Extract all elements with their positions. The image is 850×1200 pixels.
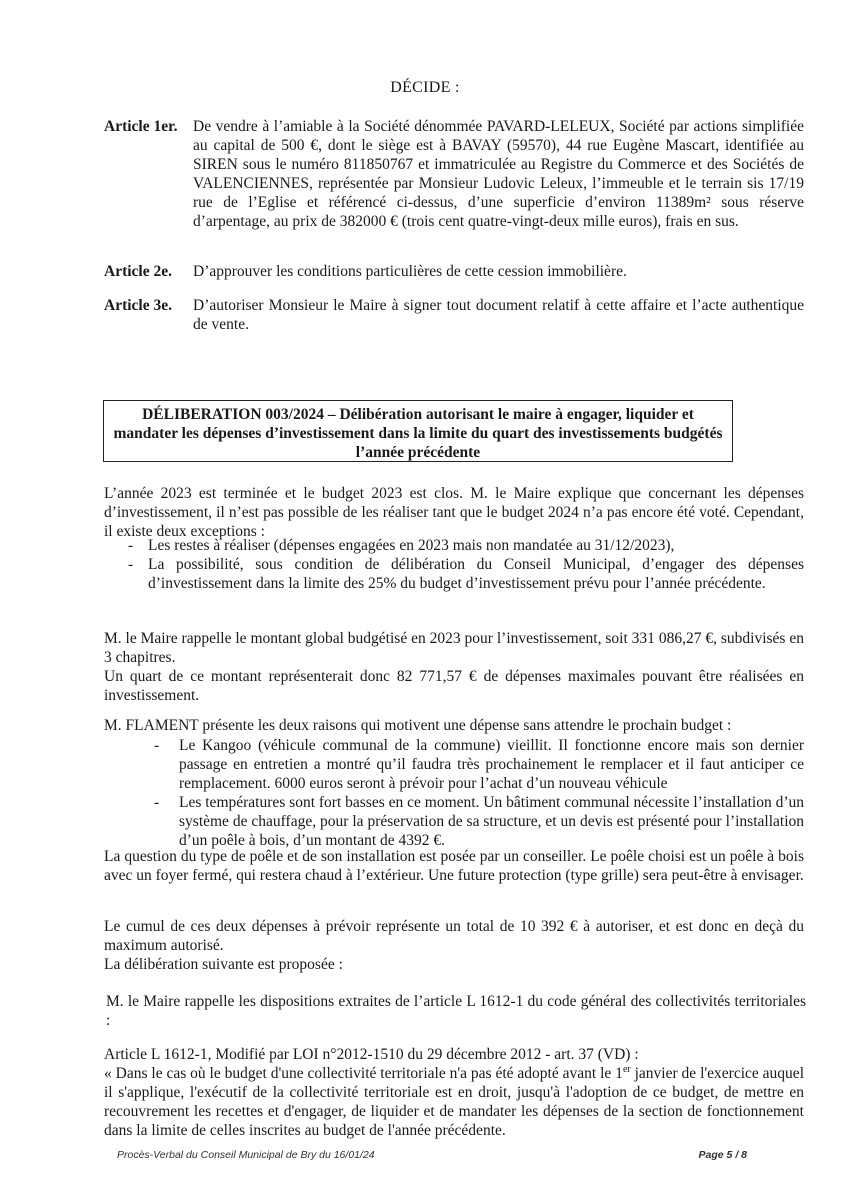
quote-text-end: janvier de l'exercice auquel il s'applique, l'exécutif de la collectivité territoriale est en droit, jusqu'à l'adoption de ce budget, de mettre en recouvrement les recettes et d'engager, de liquider et de mandater les dépenses de la section de fonctionnement dans la limite de celles inscrites au budget de l'année précédente. — [104, 1065, 804, 1139]
article-label: Article 3e. — [104, 297, 172, 314]
article-reference-paragraph: M. le Maire rappelle les dispositions extraites de l’article L 1612-1 du code général des collectivités territoriales : — [106, 993, 806, 1029]
article-text: D’autoriser Monsieur le Maire à signer tout document relatif à cette affaire et l’acte authentique de vente. — [193, 297, 804, 333]
quote-text-start: « Dans le cas où le budget d'une collectivité territoriale n'a pas été adopté avant le 1 — [104, 1065, 623, 1082]
reasons-list — [104, 736, 804, 850]
quarter-paragraph: Un quart de ce montant représenterait donc 82 771,57 € de dépenses maximales pouvant être réalisées en investissement. — [104, 668, 804, 704]
deliberation-title: DÉLIBERATION 003/2024 – Délibération autorisant le maire à engager, liquider et mandater les dépenses d’investissement dans la limite du quart des investissements budgétés l’année précédente — [113, 406, 723, 461]
article-label: Article 2e. — [104, 263, 172, 280]
article-2 — [104, 262, 804, 281]
deliberation-title-box — [103, 400, 733, 462]
intro-paragraph: L’année 2023 est terminée et le budget 2023 est clos. M. le Maire explique que concernant les dépenses d’investissement, il n’est pas possible de les réaliser tant que le budget 2024 n’a pas encore été voté. Cependant, il existe deux exceptions : — [104, 485, 804, 540]
article-1 — [104, 117, 804, 231]
list-item: - Les températures sont fort basses en ce moment. Un bâtiment communal nécessite l’installation d’un système de chauffage, pour la préservation de sa structure, et un devis est présenté pour l’installation d’un poêle à bois, d’un montant de 4392 €. — [104, 793, 804, 850]
flament-paragraph: M. FLAMENT présente les deux raisons qui motivent une dépense sans attendre le prochain budget : — [104, 717, 732, 734]
article-text: De vendre à l’amiable à la Société dénommée PAVARD-LELEUX, Société par actions simplifiée au capital de 500 €, dont le siège est à BAVAY (59570), 44 rue Eugène Mascart, identifiée au SIREN sous le numéro 811850767 et immatriculée au Registre du Commerce et des Sociétés de VALENCIENNES, représentée par Monsieur Ludovic Leleux, l’immeuble et le terrain sis 17/19 rue de l’Eglise et référencé ci-dessus, d’une superficie d’environ 11389m² sous réserve d’arpentage, au prix de 382000 € (trois cent quatre-vingt-deux mille euros), frais en sus. — [193, 118, 804, 230]
budget-paragraph: M. le Maire rappelle le montant global budgétisé en 2023 pour l’investissement, soit 331 086,27 €, subdivisés en 3 chapitres. — [104, 630, 804, 666]
article-label: Article 1er. — [104, 118, 178, 135]
article-3 — [104, 296, 804, 334]
list-item: - Les restes à réaliser (dépenses engagées en 2023 mais non mandatée au 31/12/2023), — [104, 536, 804, 555]
article-l1612-quote — [104, 1064, 804, 1140]
exceptions-list — [104, 536, 804, 593]
total-paragraph: Le cumul de ces deux dépenses à prévoir représente un total de 10 392 € à autoriser, et est donc en deçà du maximum autorisé. — [104, 918, 804, 954]
article-text: D’approuver les conditions particulières de cette cession immobilière. — [193, 263, 627, 280]
footer-document-title: Procès-Verbal du Conseil Municipal de Bry du 16/01/24 — [117, 1149, 375, 1161]
decide-heading: DÉCIDE : — [390, 79, 460, 96]
footer-page-number: Page 5 / 8 — [698, 1149, 747, 1161]
article-l1612-heading: Article L 1612-1, Modifié par LOI n°2012-1510 du 29 décembre 2012 - art. 37 (VD) : — [104, 1046, 639, 1063]
ordinal-superscript: er — [622, 1063, 631, 1075]
proposal-paragraph: La délibération suivante est proposée : — [104, 956, 343, 973]
list-item: - La possibilité, sous condition de délibération du Conseil Municipal, d’engager des dépenses d’investissement dans la limite des 25% du budget d’investissement prévu pour l’année précédente. — [104, 555, 804, 593]
stove-paragraph: La question du type de poêle et de son installation est posée par un conseiller. Le poêle choisi est un poêle à bois avec un foyer fermé, qui restera chaud à l’extérieur. Une future protection (type grille) sera peut-être à envisager. — [104, 848, 804, 884]
list-item: - Le Kangoo (véhicule communal de la commune) vieillit. Il fonctionne encore mais son dernier passage en entretien a montré qu’il faudra très prochainement le remplacer et il faut anticiper ce remplacement. 6000 euros seront à prévoir pour l’achat d’un nouveau véhicule — [104, 736, 804, 793]
